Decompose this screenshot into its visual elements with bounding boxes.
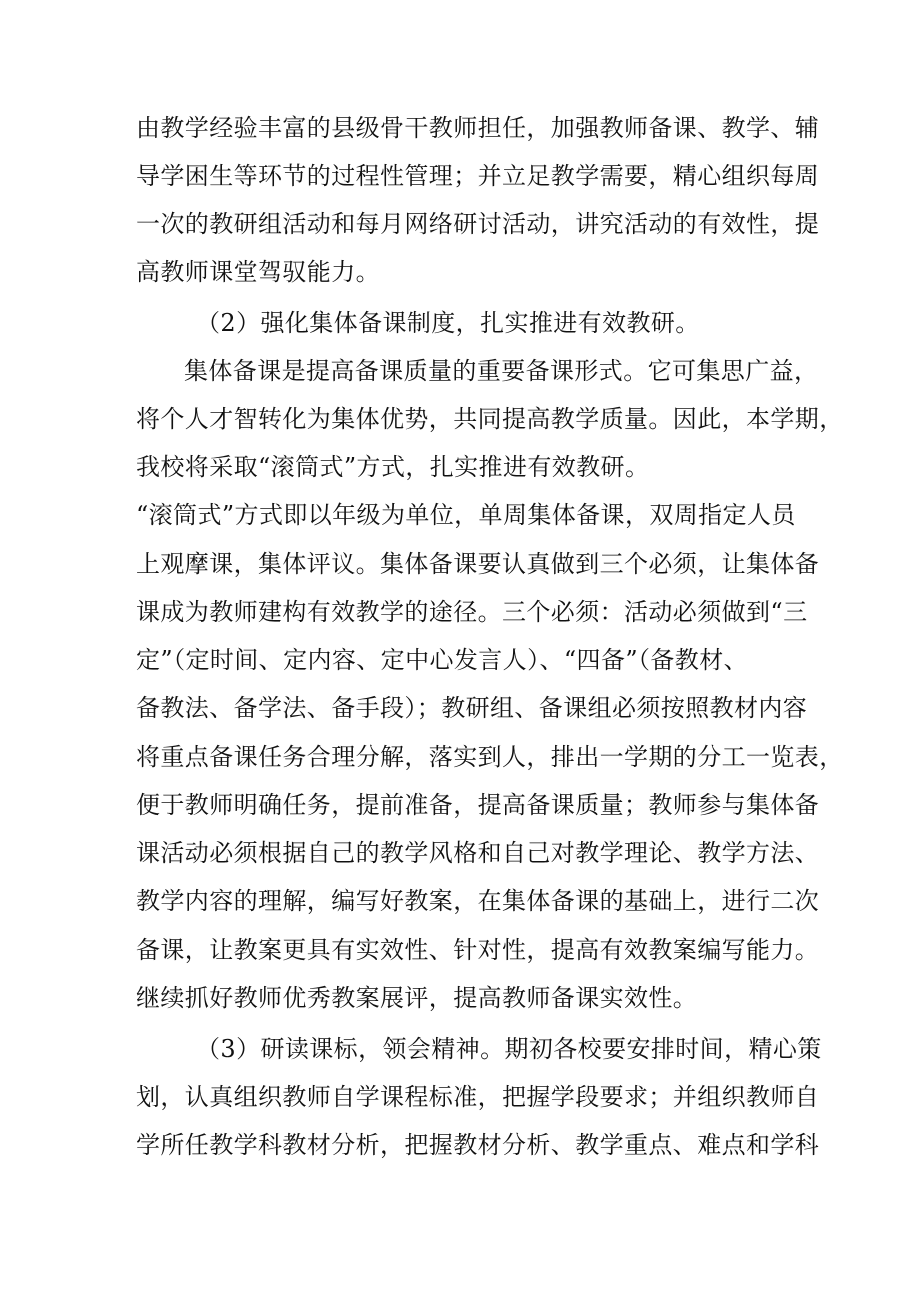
section-heading: （2）强化集体备课制度，扎实推进有效教研。 <box>196 309 700 337</box>
paragraph-line: “滚筒式”方式即以年级为单位，单周集体备课，双周指定人员 <box>136 501 796 529</box>
paragraph-line: 课成为教师建构有效教学的途径。三个必须：活动必须做到“三 <box>136 598 808 626</box>
paragraph-line: 我校将采取“滚筒式”方式，扎实推进有效教研。 <box>136 453 650 481</box>
paragraph-line: 集体备课是提高备课质量的重要备课形式。它可集思广益， <box>184 357 819 385</box>
paragraph-line: 划，认真组织教师自学课程标准，把握学段要求；并组织教师自 <box>136 1083 820 1111</box>
paragraph-line: 上观摩课，集体评议。集体备课要认真做到三个必须，让集体备 <box>136 550 820 578</box>
paragraph-line: 由教学经验丰富的县级骨干教师担任，加强教师备课、教学、辅 <box>136 114 820 142</box>
paragraph-line: 便于教师明确任务，提前准备，提高备课质量；教师参与集体备 <box>136 791 820 819</box>
paragraph-line: 学所任教学科教材分析，把握教材分析、教学重点、难点和学科 <box>136 1131 820 1159</box>
section-heading: （3）研读课标，领会精神。期初各校要安排时间，精心策 <box>196 1035 822 1063</box>
paragraph-line: 继续抓好教师优秀教案展评，提高教师备课实效性。 <box>136 984 698 1012</box>
paragraph-line: 高教师课堂驾驭能力。 <box>136 258 380 286</box>
paragraph-line: 教学内容的理解，编写好教案，在集体备课的基础上，进行二次 <box>136 887 820 915</box>
paragraph-line: 导学困生等环节的过程性管理；并立足教学需要，精心组织每周 <box>136 162 820 190</box>
paragraph-line: 一次的教研组活动和每月网络研讨活动，讲究活动的有效性，提 <box>136 210 820 238</box>
paragraph-line: 定”（定时间、定内容、定中心发言人）、“四备”（备教材、 <box>136 646 749 674</box>
paragraph-line: 课活动必须根据自己的教学风格和自己对教学理论、教学方法、 <box>136 839 820 867</box>
paragraph-line: 备教法、备学法、备手段）；教研组、备课组必须按照教材内容 <box>136 694 808 722</box>
paragraph-line: 将重点备课任务合理分解，落实到人，排出一学期的分工一览表， <box>136 743 844 771</box>
paragraph-line: 备课，让教案更具有实效性、针对性，提高有效教案编写能力。 <box>136 936 820 964</box>
paragraph-line: 将个人才智转化为集体优势，共同提高教学质量。因此，本学期， <box>136 405 844 433</box>
